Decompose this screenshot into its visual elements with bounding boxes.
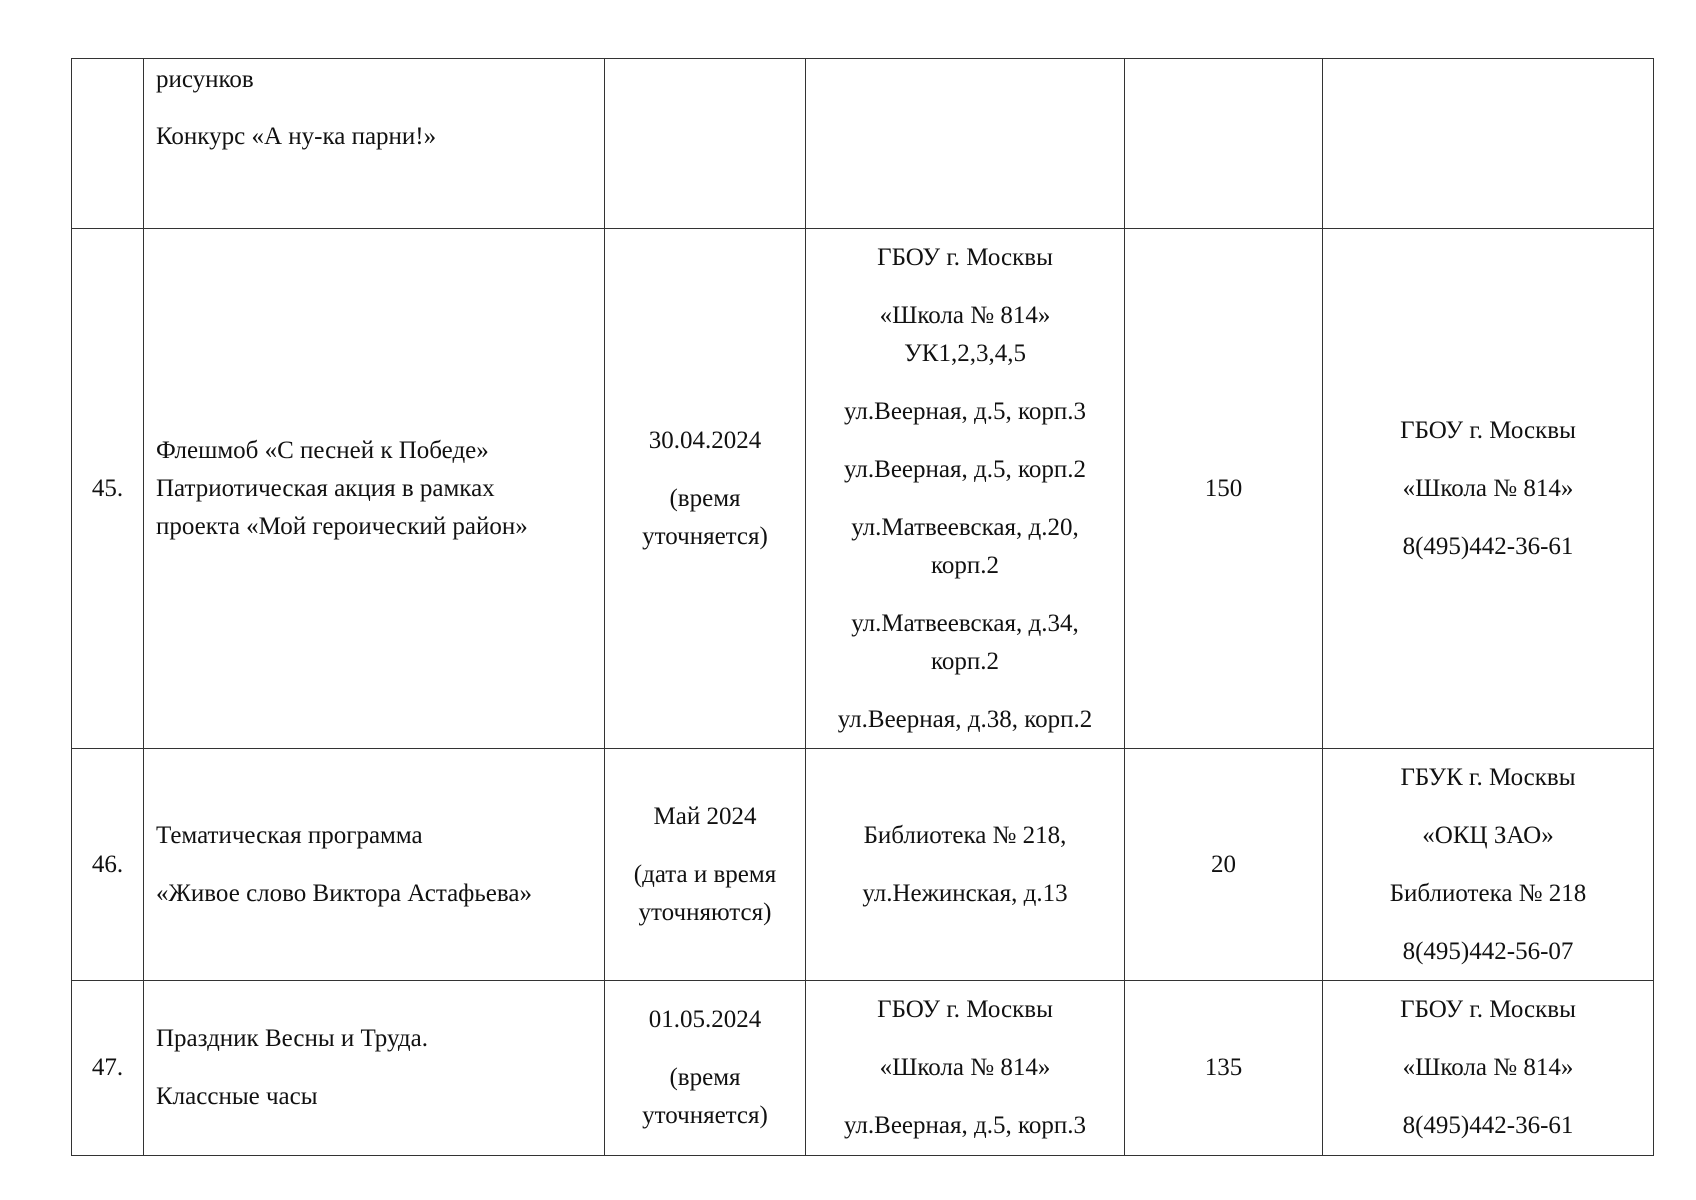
organizer-cell xyxy=(1323,749,1654,981)
events-table xyxy=(71,58,1654,1156)
event-line: Классные часы xyxy=(156,1083,318,1110)
event-line: Патриотическая акция в рамках xyxy=(156,474,495,502)
participants-cell xyxy=(1125,59,1323,229)
table-row xyxy=(72,981,1654,1156)
organizer-line: «Школа № 814» xyxy=(1402,474,1574,502)
place-line: корп.2 xyxy=(930,551,999,579)
organizer-line: ГБОУ г. Москвы xyxy=(1400,416,1576,444)
date-cell xyxy=(605,749,806,981)
date-line: 01.05.2024 xyxy=(648,1006,762,1033)
place-line: Библиотека № 218, xyxy=(863,821,1067,849)
row-number: 47. xyxy=(72,981,144,1156)
date-line: (время xyxy=(669,1064,741,1091)
organizer-phone: 8(495)442-56-07 xyxy=(1402,937,1574,965)
place-line: ул.Веерная, д.38, корп.2 xyxy=(837,705,1093,733)
place-cell xyxy=(806,981,1125,1156)
row-number xyxy=(72,59,144,229)
event-line: Тематическая программа xyxy=(156,821,423,849)
event-cell xyxy=(144,749,605,981)
event-line: рисунков xyxy=(156,66,254,93)
participants-cell: 20 xyxy=(1125,749,1323,981)
place-line: ул.Нежинская, д.13 xyxy=(862,879,1068,907)
event-line: Праздник Весны и Труда. xyxy=(156,1025,428,1052)
place-cell xyxy=(806,229,1125,749)
date-line: уточняется) xyxy=(642,1102,768,1129)
table-row xyxy=(72,749,1654,981)
date-line: 30.04.2024 xyxy=(648,426,762,454)
organizer-line: «ОКЦ ЗАО» xyxy=(1422,821,1554,849)
organizer-line: «Школа № 814» xyxy=(1402,1054,1574,1081)
organizer-phone: 8(495)442-36-61 xyxy=(1402,532,1574,560)
place-line: ГБОУ г. Москвы xyxy=(877,243,1053,271)
participants-cell: 150 xyxy=(1125,229,1323,749)
event-cell xyxy=(144,59,605,229)
organizer-line: ГБОУ г. Москвы xyxy=(1400,996,1576,1023)
place-line: «Школа № 814» xyxy=(879,1054,1051,1081)
organizer-line: ГБУК г. Москвы xyxy=(1400,763,1576,791)
date-cell xyxy=(605,981,806,1156)
event-line: «Живое слово Виктора Астафьева» xyxy=(156,879,532,907)
date-line: уточняются) xyxy=(638,898,772,926)
organizer-cell xyxy=(1323,59,1654,229)
place-line: ул.Матвеевская, д.34, xyxy=(851,609,1079,637)
participants-cell: 135 xyxy=(1125,981,1323,1156)
date-cell xyxy=(605,59,806,229)
organizer-cell xyxy=(1323,229,1654,749)
table-row xyxy=(72,59,1654,229)
event-line: Конкурс «А ну-ка парни!» xyxy=(156,123,437,150)
row-number: 46. xyxy=(72,749,144,981)
date-cell xyxy=(605,229,806,749)
place-line: ГБОУ г. Москвы xyxy=(877,996,1053,1023)
date-line: Май 2024 xyxy=(653,802,757,830)
place-cell xyxy=(806,59,1125,229)
place-line: корп.2 xyxy=(930,647,999,675)
organizer-phone: 8(495)442-36-61 xyxy=(1402,1112,1574,1139)
event-cell xyxy=(144,981,605,1156)
row-number: 45. xyxy=(72,229,144,749)
organizer-cell xyxy=(1323,981,1654,1156)
organizer-line: Библиотека № 218 xyxy=(1389,879,1587,907)
date-line: (дата и время xyxy=(633,860,777,888)
event-line: Флешмоб «С песней к Победе» xyxy=(156,436,489,464)
table-row xyxy=(72,229,1654,749)
date-line: (время xyxy=(669,484,741,512)
place-line: ул.Веерная, д.5, корп.3 xyxy=(844,397,1086,425)
place-line: «Школа № 814» xyxy=(879,301,1051,329)
place-line: ул.Веерная, д.5, корп.2 xyxy=(844,455,1086,483)
event-line: проекта «Мой героический район» xyxy=(156,512,528,540)
place-line: УК1,2,3,4,5 xyxy=(904,339,1026,367)
date-line: уточняется) xyxy=(642,522,768,550)
place-cell xyxy=(806,749,1125,981)
place-line: ул.Веерная, д.5, корп.3 xyxy=(844,1112,1086,1139)
event-cell xyxy=(144,229,605,749)
place-line: ул.Матвеевская, д.20, xyxy=(851,513,1079,541)
